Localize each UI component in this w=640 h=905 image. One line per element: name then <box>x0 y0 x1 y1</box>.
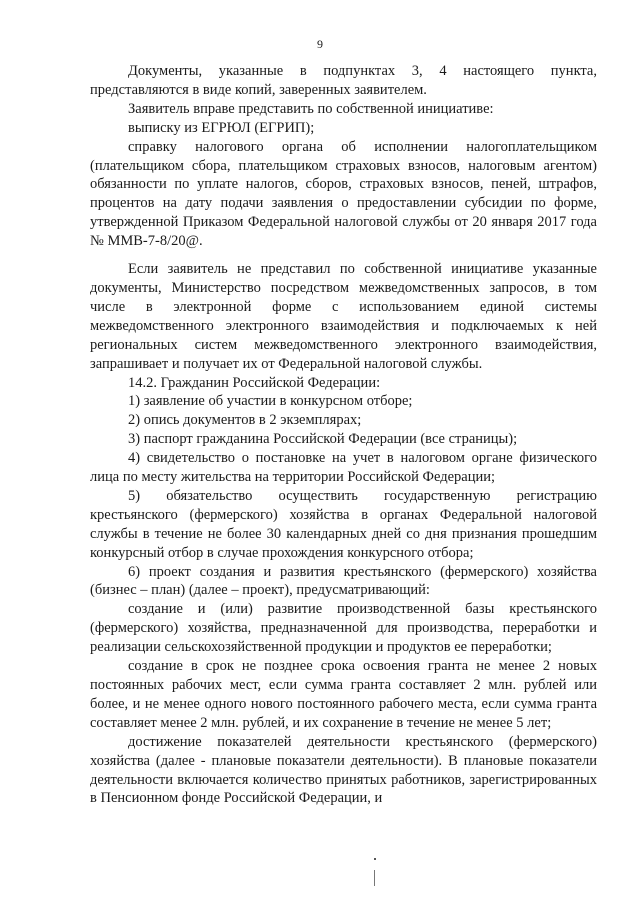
list-item-1: 1) заявление об участии в конкурсном отборе; <box>128 393 413 410</box>
scan-line <box>374 870 375 886</box>
list-item-4: 4) свидетельство о постановке на учет в налоговом органе физического лица по месту жительства на территории Российской Федерации; <box>90 450 597 486</box>
document-body <box>90 62 597 808</box>
project-item-indicators: достижение показателей деятельности крестьянского (фермерского) хозяйства (далее - плановые показатели деятельности). В плановые показатели деятельности включается количество принятых работников, зарегистрированных в Пенсионном фонде Российской Федерации, и <box>90 733 597 807</box>
paragraph-section-14-2: 14.2. Гражданин Российской Федерации: <box>128 374 381 391</box>
scan-dot <box>374 858 376 860</box>
paragraph-tax-certificate: справку налогового органа об исполнении налогоплательщиком (плательщиком сбора, плательщиком страховых взносов, налоговым агентом) обязанности по уплате налогов, сборов, страховых взносов, пеней, штрафов, процентов на дату подачи заявления о предоставлении субсидии по форме, утвержденной Приказом Федеральной налоговой службы от 20 января 2017 года № ММВ-7-8/20@. <box>90 138 597 250</box>
list-item-2: 2) опись документов в 2 экземплярах; <box>128 412 362 429</box>
project-item-production-base: создание и (или) развитие производственной базы крестьянского (фермерского) хозяйства, предназначенной для производства, переработки и реализации сельскохозяйственной продукции и продуктов ее переработки; <box>90 601 597 656</box>
paragraph-egrul: выписку из ЕГРЮЛ (ЕГРИП); <box>128 119 315 136</box>
list-item-5: 5) обязательство осуществить государственную регистрацию крестьянского (фермерского) хозяйства в органах Федеральной налоговой службы в течение не более 30 календарных дней со дня признания прошедшим конкурсный отбор в случае прохождения конкурсного отбора; <box>90 487 597 561</box>
paragraph-interagency-requests: Если заявитель не представил по собственной инициативе указанные документы, Министерство посредством межведомственных запросов, в том числе в электронной форме с использованием единой системы межведомственного электронного взаимодействия и подключаемых к ней региональных систем межведомственного электронного взаимодействия, запрашивает и получает их от Федеральной налоговой службы. <box>90 261 597 372</box>
page-number: 9 <box>317 37 323 51</box>
project-item-jobs: создание в срок не позднее срока освоения гранта не менее 2 новых постоянных рабочих мест, если сумма гранта составляет 2 млн. рублей или более, и не менее одного нового постоянного рабочего места, если сумма гранта составляет менее 2 млн. рублей, и их сохранение в течение не менее 5 лет; <box>90 658 597 731</box>
list-item-6: 6) проект создания и развития крестьянского (фермерского) хозяйства (бизнес – план) (далее – проект), предусматривающий: <box>90 563 597 599</box>
scan-mark <box>374 858 376 886</box>
list-item-3: 3) паспорт гражданина Российской Федерации (все страницы); <box>128 431 518 448</box>
paragraph-own-initiative: Заявитель вправе представить по собственной инициативе: <box>128 100 494 117</box>
paragraph-copies-note: Документы, указанные в подпунктах 3, 4 настоящего пункта, представляются в виде копий, заверенных заявителем. <box>90 63 597 98</box>
